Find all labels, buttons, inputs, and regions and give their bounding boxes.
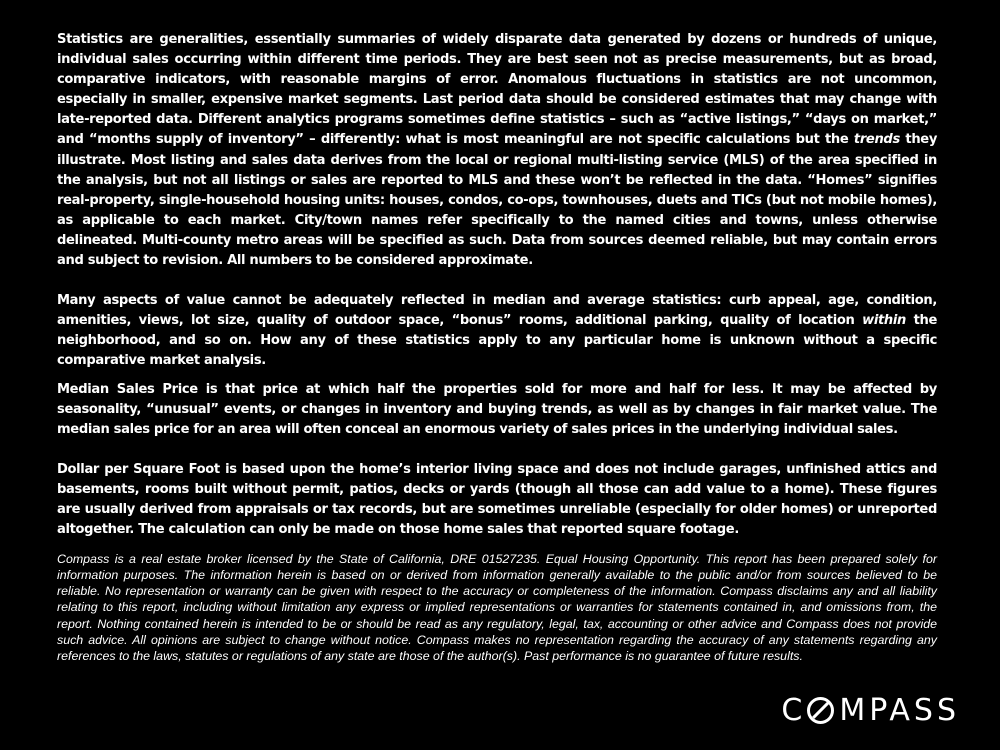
compass-o-slash-icon	[807, 697, 834, 724]
dollar-per-square-foot-paragraph: Dollar per Square Foot is based upon the home’s interior living space and does not include garages, unfinished attics and basements, rooms built without permit, patios, decks or yards (though all those can add value to a home). These figures are usually derived from appraisals or tax records, but are sometimes unreliable (especially for older homes) or unreported altogether. The calculation can only be made on those home sales that reported square footage.	[57, 461, 937, 538]
value-aspects-text-part2: the neighborhood, and so on. How any of these statistics apply to any particular home is unknown without a specific comparative market analysis.	[57, 313, 938, 369]
statistics-emphasis: trends	[853, 132, 900, 148]
logo-letter-c: C	[781, 692, 807, 728]
statistics-paragraph	[57, 30, 937, 271]
statistics-text-part2: they illustrate. Most listing and sales data derives from the local or regional multi-listing service (MLS) of the area specified in the analysis, but not all listings or sales are reported to MLS and these won’t be reflected in the data. “Homes” signifies real-property, single-household housing units: houses, condos, co-ops, townhouses, duets and TICs (but not mobile homes), as applicable to each market. City/town names refer specifically to the named cities and towns, unless otherwise delineated. Multi-county metro areas will be specified as such. Data from sources deemed reliable, but may contain errors and subject to revision. All numbers to be considered approximate.	[57, 132, 938, 269]
document-body	[57, 30, 937, 664]
compass-logo	[781, 690, 960, 730]
value-aspects-text-part1: Many aspects of value cannot be adequately reflected in median and average statistics: curb appeal, age, condition, amenities, views, lot size, quality of outdoor space, “bonus” rooms, additional parking, quality of location	[57, 293, 937, 329]
value-aspects-emphasis: within	[862, 313, 906, 329]
logo-letters-mpass: MPASS	[839, 692, 960, 728]
legal-disclaimer: Compass is a real estate broker licensed by the State of California, DRE 01527235. Equal Housing Opportunity. This report has been prepared solely for information purposes. The information herein is based on or derived from information generally available to the public and/or from sources believed to be reliable. No representation or warranty can be given with respect to the accuracy or completeness of the information. Compass disclaims any and all liability relating to this report, including without limitation any express or implied representations or warranties for statements contained in, and omissions from, the report. Nothing contained herein is intended to be or should be read as any regulatory, legal, tax, accounting or other advice and Compass does not provide such advice. All opinions are subject to change without notice. Compass makes no representation regarding the accuracy of any statements regarding any references to the laws, statutes or regulations of any state are those of the author(s). Past performance is no guarantee of future results.	[57, 552, 937, 663]
value-aspects-paragraph	[57, 291, 937, 371]
median-sales-price-paragraph: Median Sales Price is that price at which half the properties sold for more and half for less. It may be affected by seasonality, “unusual” events, or changes in inventory and buying trends, as well as by changes in fair market value. The median sales price for an area will often conceal an enormous variety of sales prices in the underlying individual sales.	[57, 381, 937, 437]
statistics-text-part1: Statistics are generalities, essentially summaries of widely disparate data generated by dozens or hundreds of unique, individual sales occurring within different time periods. They are best seen not as precise measurements, but as broad, comparative indicators, with reasonable margins of error. Anomalous fluctuations in statistics are not uncommon, especially in smaller, expensive market segments. Last period data should be considered estimates that may change with late-reported data. Different analytics programs sometimes define statistics – such as “active listings,” “days on market,” and “months supply of inventory” – differently: what is most meaningful are not specific calculations but the	[57, 32, 937, 148]
